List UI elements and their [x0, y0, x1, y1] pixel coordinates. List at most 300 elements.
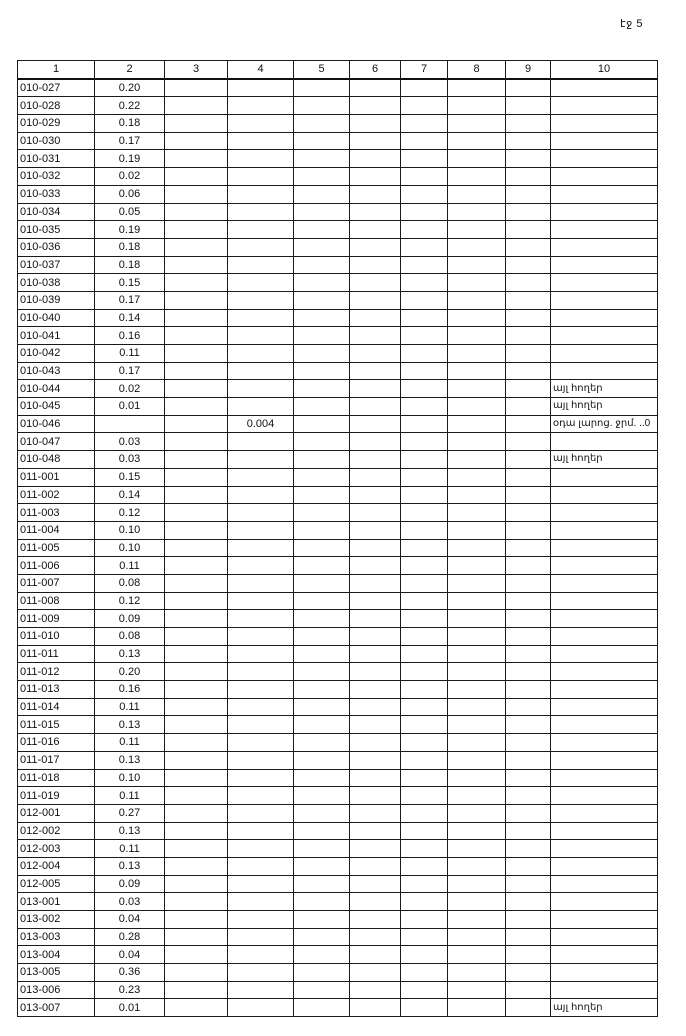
empty-cell [448, 804, 506, 822]
table-row [18, 840, 658, 858]
parcel-code-cell: 012-005 [18, 875, 95, 893]
note-cell [551, 468, 658, 486]
empty-cell [294, 168, 350, 186]
column-4-cell [228, 822, 294, 840]
empty-cell [350, 822, 401, 840]
note-cell [551, 185, 658, 203]
empty-cell [350, 539, 401, 557]
note-cell: այլ հողեր [551, 398, 658, 416]
note-cell: այլ հողեր [551, 999, 658, 1017]
note-cell [551, 115, 658, 133]
empty-cell [401, 291, 448, 309]
empty-cell [506, 79, 551, 97]
parcel-code-cell: 011-014 [18, 698, 95, 716]
note-cell [551, 681, 658, 699]
table-row [18, 521, 658, 539]
empty-cell [350, 610, 401, 628]
empty-cell [448, 79, 506, 97]
empty-cell [165, 79, 228, 97]
column-4-cell [228, 734, 294, 752]
column-4-cell [228, 433, 294, 451]
empty-cell [350, 433, 401, 451]
empty-cell [401, 804, 448, 822]
area-value-cell: 0.13 [95, 645, 165, 663]
table-row [18, 557, 658, 575]
empty-cell [401, 716, 448, 734]
table-row [18, 787, 658, 805]
empty-cell [506, 132, 551, 150]
area-value-cell: 0.12 [95, 592, 165, 610]
column-4-cell [228, 97, 294, 115]
parcel-code-cell: 010-027 [18, 79, 95, 97]
empty-cell [350, 504, 401, 522]
empty-cell [506, 628, 551, 646]
table-row [18, 751, 658, 769]
empty-cell [350, 999, 401, 1017]
column-4-cell [228, 592, 294, 610]
empty-cell [401, 221, 448, 239]
empty-cell [506, 804, 551, 822]
empty-cell [165, 97, 228, 115]
column-4-cell [228, 681, 294, 699]
parcel-code-cell: 013-002 [18, 911, 95, 929]
column-header-1: 1 [18, 61, 95, 79]
empty-cell [401, 946, 448, 964]
parcel-code-cell: 011-017 [18, 751, 95, 769]
empty-cell [165, 787, 228, 805]
empty-cell [165, 610, 228, 628]
empty-cell [401, 911, 448, 929]
note-cell [551, 875, 658, 893]
empty-cell [294, 274, 350, 292]
empty-cell [165, 345, 228, 363]
column-4-cell [228, 698, 294, 716]
area-value-cell: 0.11 [95, 787, 165, 805]
empty-cell [401, 645, 448, 663]
empty-cell [350, 981, 401, 999]
empty-cell [294, 115, 350, 133]
area-value-cell: 0.17 [95, 291, 165, 309]
empty-cell [350, 415, 401, 433]
empty-cell [165, 716, 228, 734]
column-4-cell [228, 132, 294, 150]
empty-cell [448, 681, 506, 699]
column-4-cell [228, 309, 294, 327]
empty-cell [448, 539, 506, 557]
empty-cell [506, 521, 551, 539]
note-cell [551, 221, 658, 239]
empty-cell [448, 486, 506, 504]
table-row [18, 716, 658, 734]
area-value-cell: 0.11 [95, 557, 165, 575]
header-row [18, 61, 658, 79]
empty-cell [401, 256, 448, 274]
empty-cell [448, 751, 506, 769]
parcel-code-cell: 010-031 [18, 150, 95, 168]
note-cell [551, 79, 658, 97]
empty-cell [350, 857, 401, 875]
empty-cell [448, 132, 506, 150]
empty-cell [506, 539, 551, 557]
area-value-cell: 0.19 [95, 150, 165, 168]
column-4-cell [228, 840, 294, 858]
area-value-cell: 0.13 [95, 822, 165, 840]
area-value-cell: 0.08 [95, 574, 165, 592]
area-value-cell: 0.23 [95, 981, 165, 999]
parcel-code-cell: 010-028 [18, 97, 95, 115]
empty-cell [294, 964, 350, 982]
empty-cell [506, 981, 551, 999]
table-row [18, 115, 658, 133]
empty-cell [350, 840, 401, 858]
area-value-cell: 0.15 [95, 274, 165, 292]
empty-cell [401, 981, 448, 999]
empty-cell [165, 628, 228, 646]
area-value-cell: 0.03 [95, 433, 165, 451]
parcel-code-cell: 013-004 [18, 946, 95, 964]
parcel-code-cell: 011-001 [18, 468, 95, 486]
empty-cell [165, 451, 228, 469]
empty-cell [401, 309, 448, 327]
note-cell [551, 132, 658, 150]
empty-cell [294, 451, 350, 469]
area-value-cell: 0.11 [95, 345, 165, 363]
empty-cell [401, 380, 448, 398]
empty-cell [401, 451, 448, 469]
empty-cell [165, 893, 228, 911]
empty-cell [350, 327, 401, 345]
empty-cell [165, 574, 228, 592]
area-value-cell: 0.11 [95, 840, 165, 858]
table-row [18, 893, 658, 911]
empty-cell [350, 946, 401, 964]
column-header-2: 2 [95, 61, 165, 79]
empty-cell [448, 433, 506, 451]
empty-cell [165, 822, 228, 840]
note-cell [551, 238, 658, 256]
column-4-cell [228, 486, 294, 504]
empty-cell [506, 592, 551, 610]
table-body [18, 79, 658, 1017]
empty-cell [506, 610, 551, 628]
empty-cell [294, 185, 350, 203]
area-value-cell: 0.11 [95, 734, 165, 752]
table-row [18, 433, 658, 451]
area-value-cell: 0.20 [95, 663, 165, 681]
column-4-cell [228, 398, 294, 416]
column-4-cell: 0.004 [228, 415, 294, 433]
table-row [18, 928, 658, 946]
table-row [18, 291, 658, 309]
empty-cell [165, 663, 228, 681]
empty-cell [350, 380, 401, 398]
parcel-code-cell: 011-013 [18, 681, 95, 699]
parcel-code-cell: 010-047 [18, 433, 95, 451]
area-value-cell [95, 415, 165, 433]
empty-cell [294, 574, 350, 592]
empty-cell [448, 398, 506, 416]
empty-cell [294, 840, 350, 858]
column-4-cell [228, 663, 294, 681]
empty-cell [506, 238, 551, 256]
empty-cell [294, 97, 350, 115]
empty-cell [294, 875, 350, 893]
note-cell [551, 804, 658, 822]
column-4-cell [228, 504, 294, 522]
column-4-cell [228, 999, 294, 1017]
table-row [18, 221, 658, 239]
empty-cell [350, 645, 401, 663]
note-cell [551, 539, 658, 557]
parcel-code-cell: 011-003 [18, 504, 95, 522]
empty-cell [294, 981, 350, 999]
note-cell [551, 291, 658, 309]
empty-cell [165, 433, 228, 451]
area-value-cell: 0.10 [95, 539, 165, 557]
column-4-cell [228, 185, 294, 203]
empty-cell [448, 928, 506, 946]
empty-cell [350, 150, 401, 168]
empty-cell [401, 79, 448, 97]
empty-cell [448, 309, 506, 327]
empty-cell [294, 769, 350, 787]
parcel-code-cell: 010-036 [18, 238, 95, 256]
parcel-code-cell: 011-002 [18, 486, 95, 504]
empty-cell [294, 309, 350, 327]
parcel-code-cell: 010-034 [18, 203, 95, 221]
parcel-code-cell: 011-012 [18, 663, 95, 681]
empty-cell [401, 539, 448, 557]
empty-cell [350, 804, 401, 822]
area-value-cell: 0.02 [95, 168, 165, 186]
empty-cell [448, 256, 506, 274]
table-row [18, 238, 658, 256]
parcel-code-cell: 010-039 [18, 291, 95, 309]
empty-cell [448, 451, 506, 469]
empty-cell [165, 999, 228, 1017]
empty-cell [401, 557, 448, 575]
empty-cell [401, 132, 448, 150]
empty-cell [401, 521, 448, 539]
parcel-code-cell: 012-004 [18, 857, 95, 875]
empty-cell [401, 115, 448, 133]
empty-cell [448, 822, 506, 840]
empty-cell [165, 115, 228, 133]
empty-cell [448, 610, 506, 628]
empty-cell [506, 451, 551, 469]
empty-cell [350, 628, 401, 646]
empty-cell [506, 468, 551, 486]
empty-cell [401, 504, 448, 522]
empty-cell [506, 398, 551, 416]
table-row [18, 681, 658, 699]
note-cell [551, 840, 658, 858]
empty-cell [165, 592, 228, 610]
parcel-code-cell: 010-048 [18, 451, 95, 469]
note-cell [551, 150, 658, 168]
empty-cell [165, 539, 228, 557]
empty-cell [294, 521, 350, 539]
empty-cell [350, 362, 401, 380]
note-cell: այլ հողեր [551, 451, 658, 469]
table-row [18, 964, 658, 982]
note-cell [551, 574, 658, 592]
empty-cell [506, 663, 551, 681]
empty-cell [294, 79, 350, 97]
parcel-code-cell: 010-041 [18, 327, 95, 345]
empty-cell [294, 822, 350, 840]
empty-cell [506, 681, 551, 699]
area-value-cell: 0.03 [95, 451, 165, 469]
area-value-cell: 0.02 [95, 380, 165, 398]
empty-cell [448, 415, 506, 433]
empty-cell [165, 875, 228, 893]
note-cell [551, 309, 658, 327]
parcel-code-cell: 011-008 [18, 592, 95, 610]
empty-cell [448, 203, 506, 221]
empty-cell [448, 981, 506, 999]
empty-cell [165, 415, 228, 433]
empty-cell [294, 681, 350, 699]
empty-cell [401, 610, 448, 628]
note-cell [551, 362, 658, 380]
empty-cell [294, 645, 350, 663]
area-value-cell: 0.04 [95, 946, 165, 964]
empty-cell [448, 964, 506, 982]
empty-cell [294, 327, 350, 345]
note-cell [551, 628, 658, 646]
empty-cell [506, 840, 551, 858]
table-row [18, 504, 658, 522]
empty-cell [350, 185, 401, 203]
table-row [18, 857, 658, 875]
empty-cell [506, 115, 551, 133]
empty-cell [448, 221, 506, 239]
empty-cell [165, 221, 228, 239]
empty-cell [350, 928, 401, 946]
empty-cell [294, 928, 350, 946]
note-cell [551, 893, 658, 911]
column-4-cell [228, 150, 294, 168]
empty-cell [448, 150, 506, 168]
empty-cell [401, 592, 448, 610]
empty-cell [294, 628, 350, 646]
table-row [18, 946, 658, 964]
empty-cell [294, 539, 350, 557]
empty-cell [401, 362, 448, 380]
empty-cell [448, 574, 506, 592]
area-value-cell: 0.16 [95, 327, 165, 345]
parcel-code-cell: 011-018 [18, 769, 95, 787]
empty-cell [165, 327, 228, 345]
empty-cell [506, 291, 551, 309]
column-4-cell [228, 911, 294, 929]
empty-cell [350, 734, 401, 752]
column-4-cell [228, 380, 294, 398]
column-4-cell [228, 946, 294, 964]
area-value-cell: 0.05 [95, 203, 165, 221]
parcel-code-cell: 010-029 [18, 115, 95, 133]
empty-cell [294, 291, 350, 309]
column-header-8: 8 [448, 61, 506, 79]
empty-cell [448, 521, 506, 539]
empty-cell [294, 415, 350, 433]
column-4-cell [228, 610, 294, 628]
parcel-code-cell: 011-019 [18, 787, 95, 805]
empty-cell [350, 893, 401, 911]
note-cell [551, 256, 658, 274]
empty-cell [401, 345, 448, 363]
empty-cell [401, 185, 448, 203]
column-header-3: 3 [165, 61, 228, 79]
table-row [18, 309, 658, 327]
note-cell [551, 946, 658, 964]
area-value-cell: 0.13 [95, 857, 165, 875]
parcel-code-cell: 012-002 [18, 822, 95, 840]
empty-cell [350, 521, 401, 539]
column-4-cell [228, 893, 294, 911]
table-row [18, 486, 658, 504]
empty-cell [448, 734, 506, 752]
column-4-cell [228, 362, 294, 380]
empty-cell [448, 97, 506, 115]
empty-cell [350, 468, 401, 486]
table-row [18, 645, 658, 663]
empty-cell [165, 486, 228, 504]
column-4-cell [228, 645, 294, 663]
column-header-6: 6 [350, 61, 401, 79]
column-4-cell [228, 928, 294, 946]
parcel-code-cell: 011-010 [18, 628, 95, 646]
table-row [18, 539, 658, 557]
column-4-cell [228, 804, 294, 822]
column-4-cell [228, 769, 294, 787]
empty-cell [294, 557, 350, 575]
parcel-code-cell: 010-042 [18, 345, 95, 363]
note-cell [551, 857, 658, 875]
table-row [18, 451, 658, 469]
area-value-cell: 0.17 [95, 132, 165, 150]
page-number: էջ 5 [620, 18, 643, 30]
column-4-cell [228, 751, 294, 769]
empty-cell [401, 274, 448, 292]
empty-cell [294, 256, 350, 274]
empty-cell [294, 380, 350, 398]
note-cell [551, 787, 658, 805]
area-value-cell: 0.15 [95, 468, 165, 486]
empty-cell [448, 645, 506, 663]
empty-cell [401, 433, 448, 451]
empty-cell [506, 946, 551, 964]
note-cell [551, 769, 658, 787]
empty-cell [401, 327, 448, 345]
empty-cell [165, 256, 228, 274]
empty-cell [165, 504, 228, 522]
empty-cell [294, 486, 350, 504]
empty-cell [350, 168, 401, 186]
empty-cell [448, 857, 506, 875]
empty-cell [350, 291, 401, 309]
column-4-cell [228, 256, 294, 274]
empty-cell [448, 698, 506, 716]
column-4-cell [228, 557, 294, 575]
table-row [18, 734, 658, 752]
table-row [18, 256, 658, 274]
empty-cell [294, 504, 350, 522]
empty-cell [506, 911, 551, 929]
empty-cell [294, 857, 350, 875]
empty-cell [294, 698, 350, 716]
